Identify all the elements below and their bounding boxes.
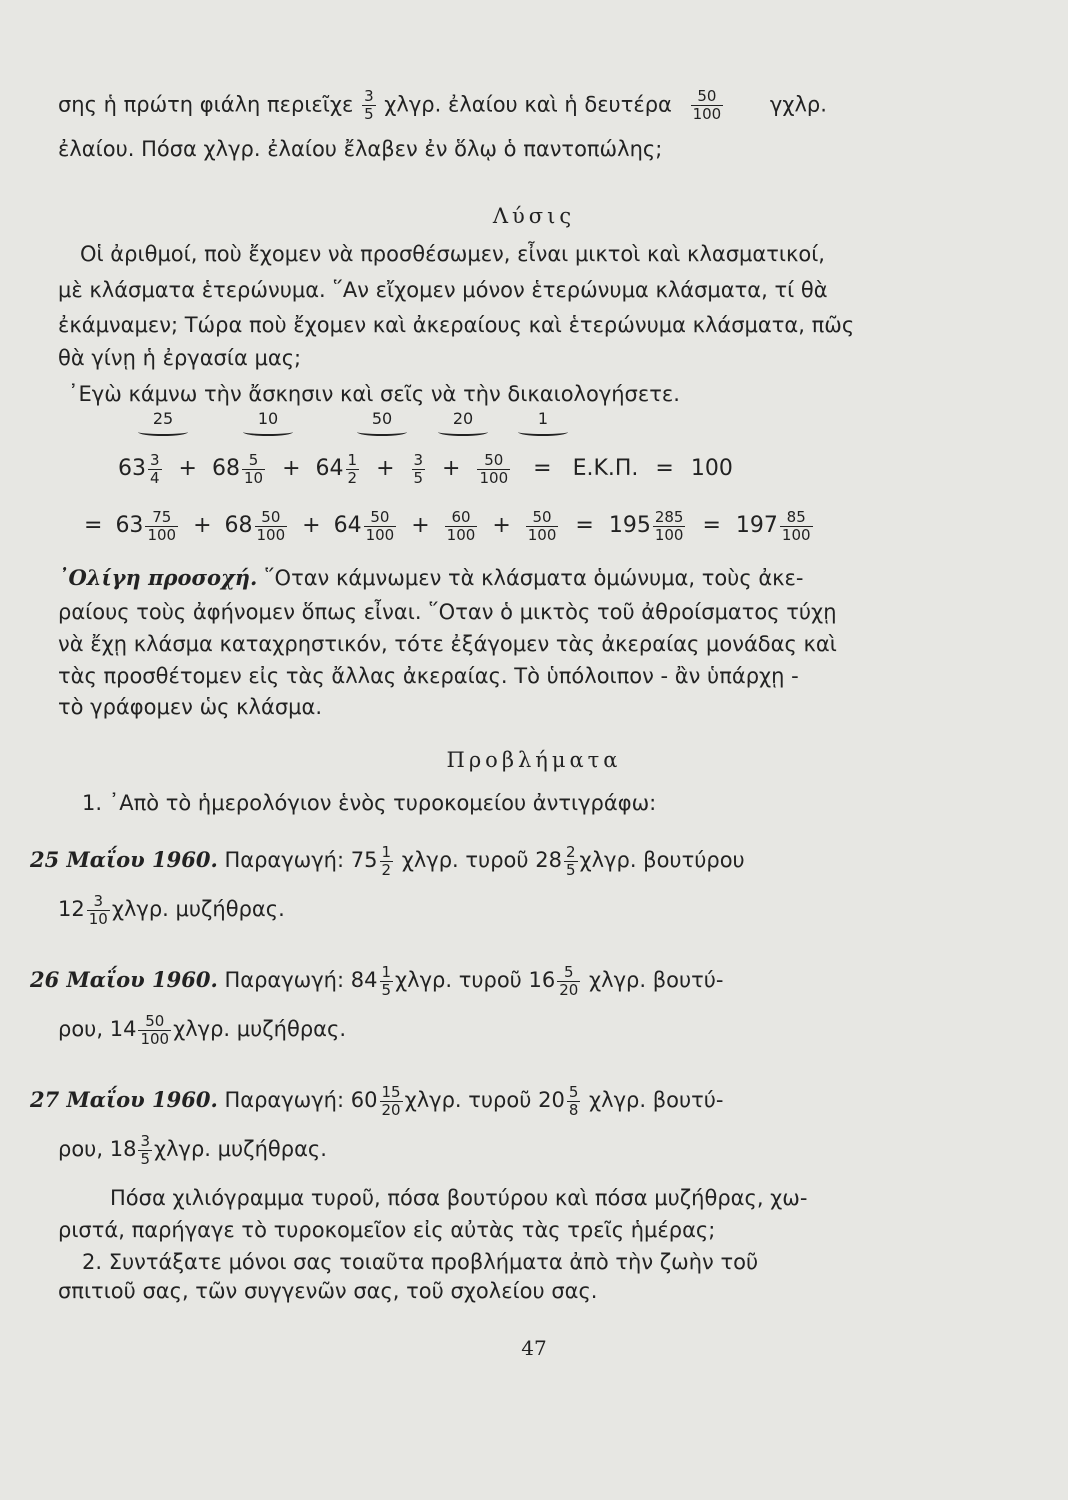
fraction: $\frac{5}{8}$ <box>568 1082 579 1119</box>
fraction: $\frac{50}{100}$ <box>527 507 557 544</box>
multiplier: 20 <box>438 410 488 436</box>
fraction: $\frac{5}{10}$ <box>243 450 264 487</box>
multiplier: 25 <box>138 410 188 436</box>
fraction: $\frac{3}{5}$ <box>413 450 424 487</box>
note-line: νὰ ἔχῃ κλάσμα καταχρηστικόν, τότε ἐξάγομεν τὰς ἀκεραίας μονάδας καὶ <box>58 632 837 656</box>
fraction: $\frac{50}{100}$ <box>479 450 509 487</box>
fraction: $\frac{1}{2}$ <box>347 450 358 487</box>
intro-text-a: σης ἡ πρώτη φιάλη περιεῖχε <box>58 92 354 117</box>
entry-1: 25 Μαΐου 1960. Παραγωγή: 75 $\frac{1}{2}$ χλγρ. τυροῦ 28 $\frac{2}{5}$ χλγρ. βουτύρου <box>30 842 745 879</box>
fraction: $\frac{3}{5}$ <box>364 87 374 123</box>
solution-line: θὰ γίνῃ ἡ ἐργασία μας; <box>58 346 302 370</box>
fraction: $\frac{85}{100}$ <box>781 507 811 544</box>
entry-3: 27 Μαΐου 1960. Παραγωγή: 60 $\frac{15}{20}$ χλγρ. τυροῦ 20 $\frac{5}{8}$ χλγρ. βουτύ- <box>30 1082 724 1119</box>
question-line: ριστά, παρήγαγε τὸ τυροκομεῖον εἰς αὐτὰς τὰς τρεῖς ἡμέρας; <box>58 1218 716 1242</box>
entry-date: 26 Μαΐου 1960. <box>30 967 218 992</box>
fraction: $\frac{50}{100}$ <box>365 507 395 544</box>
problems-heading: Προβλήματα <box>446 748 622 772</box>
fraction: $\frac{50}{100}$ <box>140 1011 170 1048</box>
fraction: $\frac{50}{100}$ <box>692 87 722 123</box>
note-line: ραίους τοὺς ἀφήνομεν ὅπως εἶναι. ῞Οταν ὁ μικτὸς τοῦ ἀθροίσματος τύχῃ <box>58 600 837 624</box>
intro-text-c: γχλρ. <box>769 92 827 117</box>
entry-2: 26 Μαΐου 1960. Παραγωγή: 84 $\frac{1}{5}$ χλγρ. τυροῦ 16 $\frac{5}{20}$ χλγρ. βουτύ- <box>30 962 724 999</box>
fraction: $\frac{3}{5}$ <box>140 1131 150 1168</box>
multiplier: 10 <box>243 410 293 436</box>
solution-line: ᾿Εγὼ κάμνω τὴν ἄσκησιν καὶ σεῖς νὰ τὴν δικαιολογήσετε. <box>68 382 680 406</box>
note-line: τὰς προσθέτομεν εἰς τὰς ἄλλας ἀκεραίας. Τὸ ὑπόλοιπον - ἂν ὑπάρχῃ - <box>58 664 799 688</box>
equation-1: 63 $\frac{3}{4}$ + 68 $\frac{5}{10}$ + 64 $\frac{1}{2}$ + $\frac{3}{5}$ + $\frac{50}{100}$ = Ε.Κ.Π. = 100 <box>118 450 733 487</box>
fraction: $\frac{75}{100}$ <box>147 507 177 544</box>
note-label: ᾿Ολίγη προσοχή. <box>58 565 258 590</box>
lcm-value: 100 <box>690 456 733 481</box>
multiplier: 1 <box>518 410 568 436</box>
multiplier: 50 <box>357 410 407 436</box>
fraction: $\frac{1}{5}$ <box>381 962 392 999</box>
intro-line-2: ἐλαίου. Πόσα χλγρ. ἐλαίου ἔλαβεν ἐν ὅλῳ ὁ παντοπώλης; <box>58 137 663 161</box>
problem-2-line: σπιτιοῦ σας, τῶν συγγενῶν σας, τοῦ σχολείου σας. <box>58 1279 598 1303</box>
entry-date: 27 Μαΐου 1960. <box>30 1087 218 1112</box>
intro-text-b: χλγρ. ἐλαίου καὶ ἡ δευτέρα <box>384 92 672 117</box>
intro-line-1 <box>58 88 827 123</box>
equation-2: = 63 $\frac{75}{100}$ + 68 $\frac{50}{100}$ + 64 $\frac{50}{100}$ + $\frac{60}{100}$ + $\frac{50}{100}$ = 195 $\frac{285}{100}$ = 197 $\frac{85}{100}$ <box>84 507 811 544</box>
note-line-1: ᾿Ολίγη προσοχή. ῞Οταν κάμνωμεν τὰ κλάσματα ὁμώνυμα, τοὺς ἀκε- <box>58 565 804 590</box>
entry-2-cont: ρου, 14 $\frac{50}{100}$ χλγρ. μυζήθρας. <box>58 1011 347 1048</box>
fraction: $\frac{50}{100}$ <box>256 507 286 544</box>
solution-line: μὲ κλάσματα ἑτερώνυμα. ῞Αν εἴχομεν μόνον ἑτερώνυμα κλάσματα, τί θὰ <box>58 278 828 302</box>
fraction: $\frac{2}{5}$ <box>565 842 576 879</box>
note-line: τὸ γράφομεν ὡς κλάσμα. <box>58 695 323 719</box>
fraction: $\frac{3}{10}$ <box>88 891 108 928</box>
solution-heading: Λύσις <box>492 204 576 228</box>
solution-line: Οἱ ἀριθμοί, ποὺ ἔχομεν νὰ προσθέσωμεν, εἶναι μικτοὶ καὶ κλασματικοί, <box>80 242 825 266</box>
entry-date: 25 Μαΐου 1960. <box>30 847 218 872</box>
fraction: $\frac{15}{20}$ <box>381 1082 401 1119</box>
problem-2-line: 2. Συντάξατε μόνοι σας τοιαῦτα προβλήματα ἀπὸ τὴν ζωὴν τοῦ <box>82 1250 759 1274</box>
entry-1-cont: 12 $\frac{3}{10}$ χλγρ. μυζήθρας. <box>58 891 285 928</box>
fraction: $\frac{285}{100}$ <box>654 507 684 544</box>
problem-1-intro: 1. ᾿Απὸ τὸ ἡμερολόγιον ἑνὸς τυροκομείου ἀντιγράφω: <box>82 791 657 815</box>
page-number: 47 <box>521 1336 547 1360</box>
fraction: $\frac{1}{2}$ <box>381 842 392 879</box>
question-line: Πόσα χιλιόγραμμα τυροῦ, πόσα βουτύρου καὶ πόσα μυζήθρας, χω- <box>110 1186 808 1210</box>
solution-line: ἐκάμναμεν; Τώρα ποὺ ἔχομεν καὶ ἀκεραίους καὶ ἑτερώνυμα κλάσματα, πῶς <box>58 313 855 337</box>
fraction: $\frac{60}{100}$ <box>446 507 476 544</box>
lcm-label: Ε.Κ.Π. <box>572 456 639 481</box>
fraction: $\frac{5}{20}$ <box>559 962 579 999</box>
fraction: $\frac{3}{4}$ <box>150 450 160 487</box>
entry-3-cont: ρου, 18 $\frac{3}{5}$ χλγρ. μυζήθρας. <box>58 1131 327 1168</box>
